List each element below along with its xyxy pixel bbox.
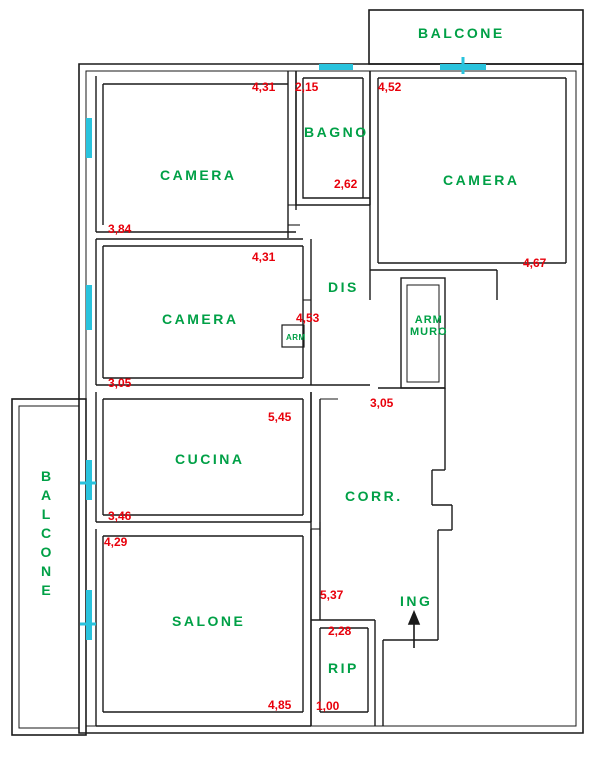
room-label-balcone-left: BALCONE — [38, 468, 54, 601]
dimension-cucina-width: 5,45 — [268, 410, 292, 424]
room-label-camera-top-right: CAMERA — [443, 172, 520, 188]
dimension-camera-top-left-width: 4,31 — [252, 80, 276, 94]
wall-outlines — [12, 10, 583, 735]
room-label-camera-middle-left: CAMERA — [162, 311, 239, 327]
room-label-corridoio: CORR. — [345, 488, 403, 504]
room-label-camera-top-left: CAMERA — [160, 167, 237, 183]
armadio-muro-line2: MURO — [410, 326, 448, 338]
dimension-camera-top-right-depth: 4,67 — [523, 256, 547, 270]
dimension-dis-length: 4,53 — [296, 311, 320, 325]
room-label-bagno: BAGNO — [304, 124, 369, 140]
room-label-armadio: ARM — [286, 333, 306, 342]
room-label-salone: SALONE — [172, 613, 246, 629]
room-label-armadio-muro — [410, 314, 448, 338]
dimension-salone-depth: 4,29 — [104, 535, 128, 549]
dimension-salone-width: 4,85 — [268, 698, 292, 712]
room-label-ripostiglio: RIP — [328, 660, 359, 676]
door-symbols — [288, 205, 338, 536]
dimension-corridoio-length: 5,37 — [320, 588, 344, 602]
dimension-cucina-depth: 3,46 — [108, 509, 132, 523]
room-label-cucina: CUCINA — [175, 451, 245, 467]
dimension-camera-top-right-width: 4,52 — [378, 80, 402, 94]
dimension-ripostiglio-width: 2,28 — [328, 624, 352, 638]
room-label-ingresso: ING — [400, 593, 433, 609]
dimension-ripostiglio-depth: 1,00 — [316, 699, 340, 713]
dimension-camera-middle-left-width: 4,31 — [252, 250, 276, 264]
window-openings[interactable] — [80, 57, 486, 640]
room-label-balcone-top: BALCONE — [418, 25, 505, 41]
dimension-camera-top-left-depth: 3,84 — [108, 222, 132, 236]
dimension-bagno-depth: 2,62 — [334, 177, 358, 191]
room-label-dis: DIS — [328, 279, 359, 295]
dimension-corridoio-width: 3,05 — [370, 396, 394, 410]
entrance-arrow-icon — [409, 612, 419, 648]
dimension-bagno-width: 2,15 — [295, 80, 319, 94]
armadio-muro-line1: ARM — [414, 314, 443, 326]
dimension-camera-middle-left-depth: 3,05 — [108, 376, 132, 390]
